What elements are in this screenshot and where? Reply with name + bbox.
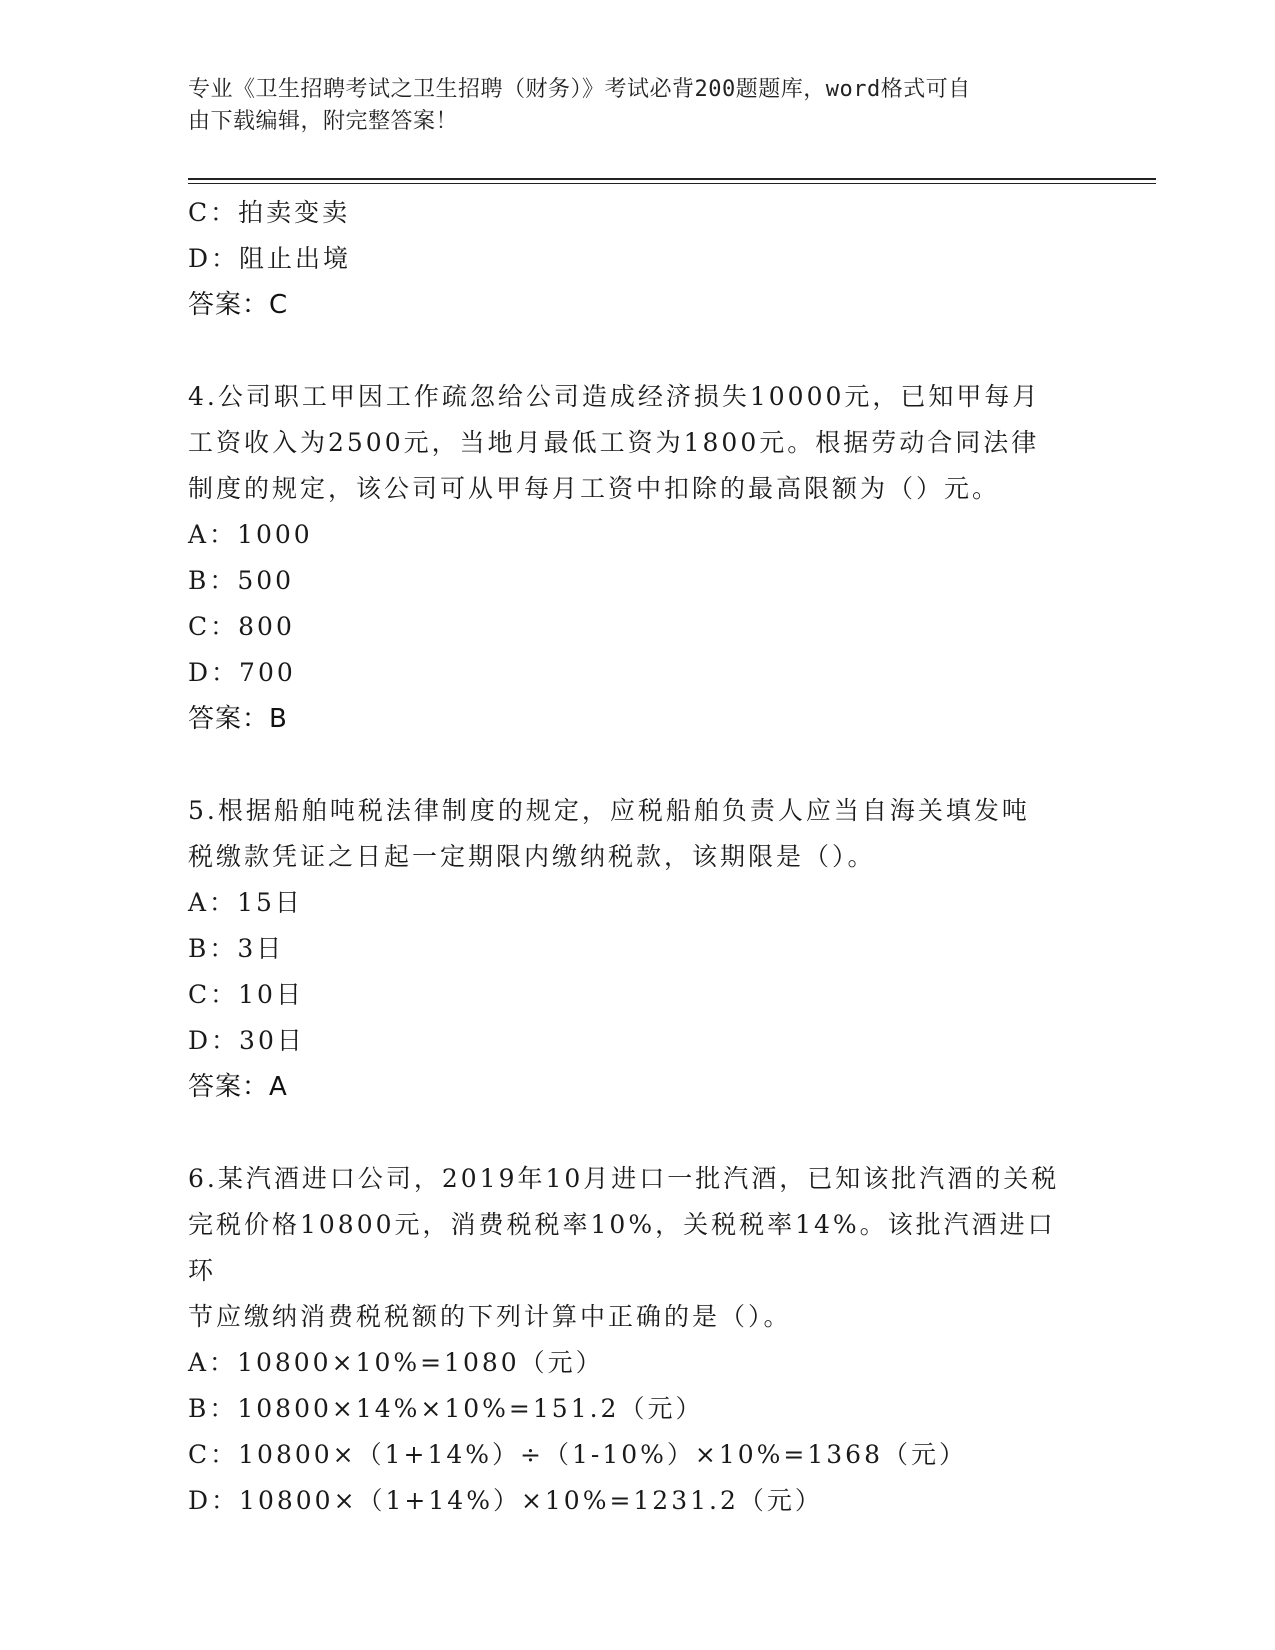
option-text: 10日	[238, 980, 304, 1009]
question-text-line-1: 5.根据船舶吨税法律制度的规定，应税船舶负责人应当自海关填发吨	[188, 796, 1030, 825]
option-b	[188, 926, 1088, 972]
option-text: 10800×（1+14%）×10%=1231.2（元）	[239, 1486, 823, 1515]
option-label: C：	[188, 1440, 239, 1469]
option-label: D：	[188, 1486, 240, 1515]
question-text-line-2: 完税价格10800元，消费税税率10%，关税税率14%。该批汽酒进口环	[188, 1210, 1056, 1285]
question-4	[188, 374, 1088, 742]
header-rule-thin	[188, 183, 1156, 184]
question-text-line-3: 节应缴纳消费税税额的下列计算中正确的是（）。	[188, 1302, 792, 1331]
question-6	[188, 1156, 1088, 1524]
option-a	[188, 1340, 1088, 1386]
option-text: 阻止出境	[239, 244, 352, 273]
option-c	[188, 1432, 1088, 1478]
option-c	[188, 604, 1088, 650]
question-5	[188, 788, 1088, 1110]
option-label: A：	[188, 520, 238, 549]
question-text-line-1: 6.某汽酒进口公司，2019年10月进口一批汽酒，已知该批汽酒的关税	[188, 1164, 1060, 1193]
option-text: 10800×10%=1080（元）	[237, 1348, 604, 1377]
spacer	[188, 1110, 1088, 1156]
option-a	[188, 880, 1088, 926]
answer-line: 答案：C	[188, 290, 289, 320]
spacer	[188, 742, 1088, 788]
option-text: 800	[238, 612, 295, 641]
option-d	[188, 650, 1088, 696]
header-line-2: 由下载编辑，附完整答案！	[188, 109, 459, 134]
option-a	[188, 512, 1088, 558]
option-label: A：	[188, 888, 238, 917]
option-d	[188, 236, 1088, 282]
option-label: B：	[188, 1394, 238, 1423]
question-3-tail	[188, 190, 1088, 328]
option-label: C：	[188, 198, 239, 227]
option-d	[188, 1018, 1088, 1064]
spacer	[188, 328, 1088, 374]
option-label: D：	[188, 1026, 240, 1055]
document-body	[188, 190, 1088, 1524]
option-c	[188, 190, 1088, 236]
option-b	[188, 1386, 1088, 1432]
option-label: C：	[188, 980, 239, 1009]
option-label: D：	[188, 244, 240, 273]
option-text: 700	[239, 658, 296, 687]
option-label: B：	[188, 934, 238, 963]
option-label: C：	[188, 612, 239, 641]
option-label: A：	[188, 1348, 238, 1377]
option-text: 10800×（1+14%）÷（1-10%）×10%=1368（元）	[238, 1440, 967, 1469]
answer-line: 答案：A	[188, 1072, 288, 1102]
option-label: B：	[188, 566, 238, 595]
question-text-line-3: 制度的规定，该公司可从甲每月工资中扣除的最高限额为（）元。	[188, 474, 1001, 503]
document-header	[188, 74, 1068, 138]
option-text: 15日	[237, 888, 303, 917]
option-text: 10800×14%×10%=151.2（元）	[237, 1394, 704, 1423]
option-c	[188, 972, 1088, 1018]
answer-line: 答案：B	[188, 704, 288, 734]
option-text: 3日	[237, 934, 285, 963]
option-text: 拍卖变卖	[238, 198, 351, 227]
option-label: D：	[188, 658, 240, 687]
option-d	[188, 1478, 1088, 1524]
question-text-line-1: 4.公司职工甲因工作疏忽给公司造成经济损失10000元，已知甲每月	[188, 382, 1041, 411]
header-line-1: 专业《卫生招聘考试之卫生招聘（财务）》考试必背200题题库，word格式可自	[188, 77, 971, 102]
option-b	[188, 558, 1088, 604]
question-text-line-2: 工资收入为2500元，当地月最低工资为1800元。根据劳动合同法律	[188, 428, 1040, 457]
question-text-line-2: 税缴款凭证之日起一定期限内缴纳税款，该期限是（）。	[188, 842, 876, 871]
option-text: 500	[237, 566, 295, 595]
header-rule-thick	[188, 178, 1156, 180]
option-text: 1000	[237, 520, 313, 549]
option-text: 30日	[239, 1026, 305, 1055]
